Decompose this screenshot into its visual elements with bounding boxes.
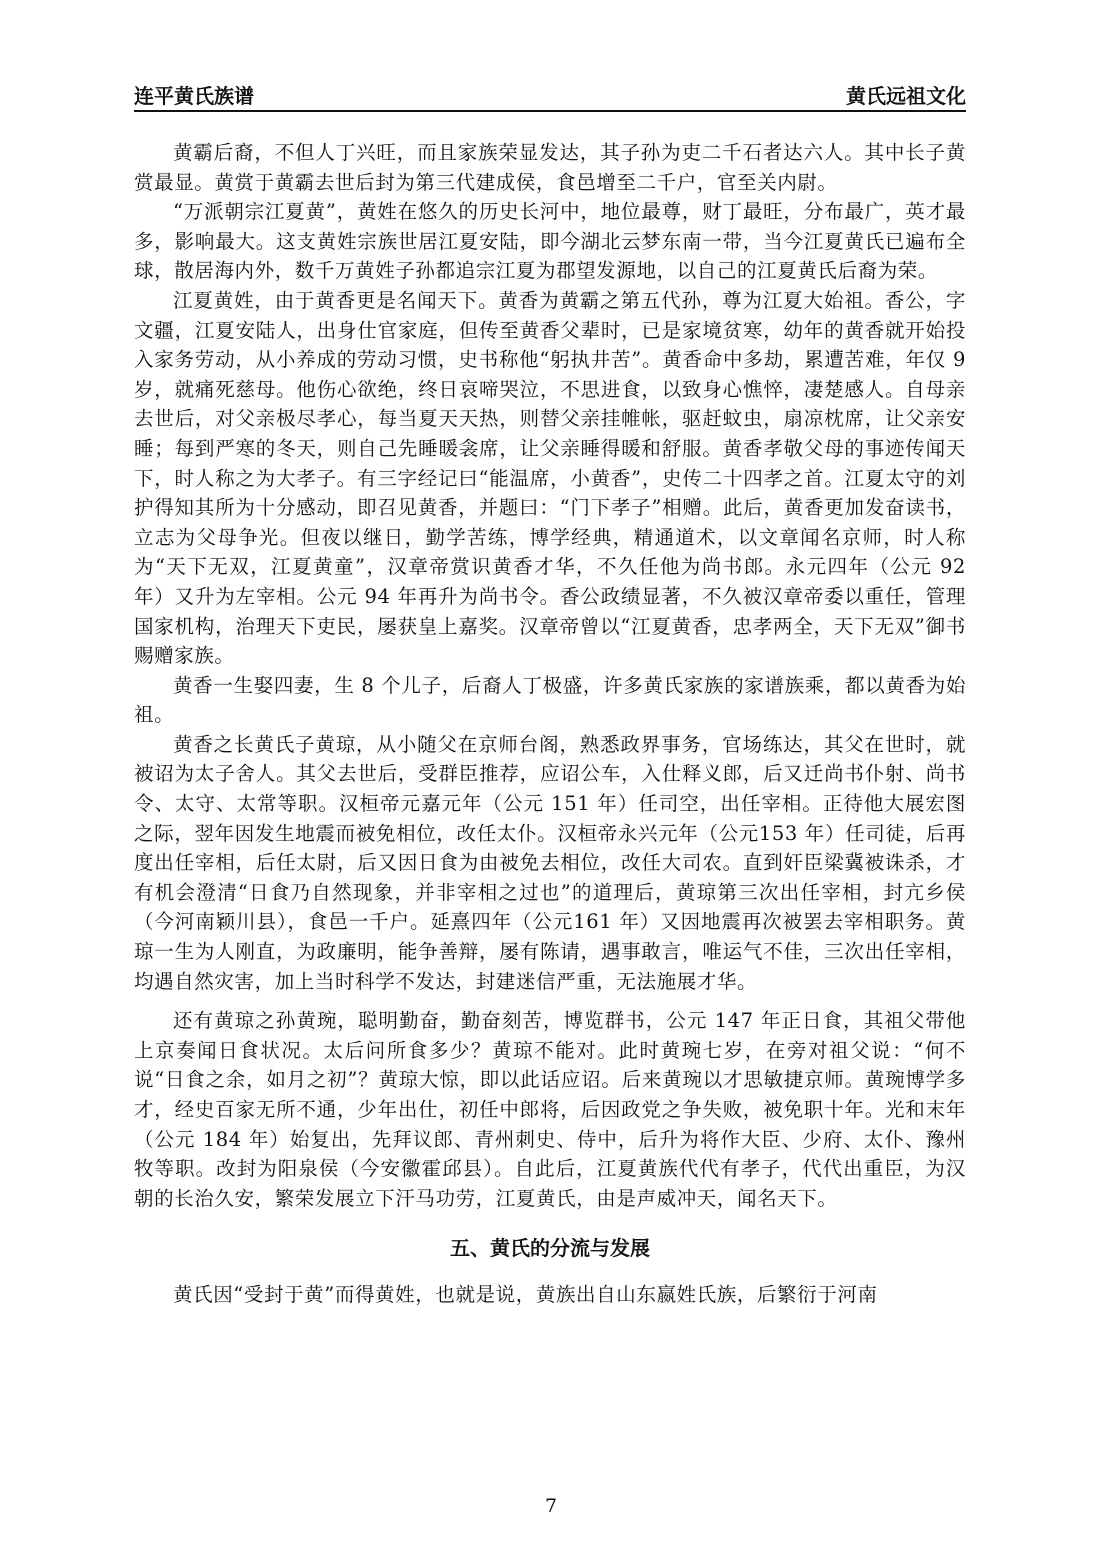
page-body [134,138,966,1310]
page-number: 7 [544,1495,558,1517]
paragraph: 黄氏因“受封于黄”而得黄姓，也就是说，黄族出自山东嬴姓氏族，后繁衍于河南 [173,1283,878,1307]
section-title: 五、黄氏的分流与发展 [450,1236,650,1261]
page-header [134,84,966,112]
paragraph: 黄霸后裔，不但人丁兴旺，而且家族荣显发达，其子孙为吏二千石者达六人。其中长子黄赏最显。黄赏于黄霸去世后封为第三代建成侯，食邑增至二千户，官至关内尉。 [134,141,966,194]
paragraph: 黄香之长黄氏子黄琼，从小随父在京师台阁，熟悉政界事务，官场练达，其父在世时，就被诏为太子舍人。其父去世后，受群臣推荐，应诏公车，入仕释义郎，后又迁尚书仆射、尚书令、太守、太常等职。汉桓帝元嘉元年（公元 151 年）任司空，出任宰相。正待他大展宏图之际，翌年因发生地震而被免相位，改任太仆。汉桓帝永兴元年（公元153 年）任司徒，后再度出任宰相，后任太尉，后又因日食为由被免去相位，改任大司农。直到奸臣梁冀被诛杀，才有机会澄清“日食乃自然现象，并非宰相之过也”的道理后，黄琼第三次出任宰相，封亢乡侯（今河南颖川县），食邑一千户。延熹四年（公元161 年）又因地震再次被罢去宰相职务。黄琼一生为人刚直，为政廉明，能争善辩，屡有陈请，遇事敢言，唯运气不佳，三次出任宰相，均遇自然灾害，加上当时科学不发达，封建迷信严重，无法施展才华。 [134,732,966,993]
header-chapter-title: 黄氏远祖文化 [846,84,966,108]
paragraph: “万派朝宗江夏黄”，黄姓在悠久的历史长河中，地位最尊，财丁最旺，分布最广，英才最多，影响最大。这支黄姓宗族世居江夏安陆，即今湖北云梦东南一带，当今江夏黄氏已遍布全球，散居海内外，数千万黄姓子孙都追宗江夏为郡望发源地，以自己的江夏黄氏后裔为荣。 [134,200,966,283]
paragraph: 黄香一生娶四妻，生 8 个儿子，后裔人丁极盛，许多黄氏家族的家谱族乘，都以黄香为始祖。 [134,673,966,727]
paragraph: 还有黄琼之孙黄琬，聪明勤奋，勤奋刻苦，博览群书，公元 147 年正日食，其祖父带他上京奏闻日食状况。太后问所食多少？黄琼不能对。此时黄琬七岁，在旁对祖父说：“何不说“日食之余，如月之初”？黄琼大惊，即以此话应诏。后来黄琬以才思敏捷京师。黄琬博学多才，经史百家无所不通，少年出仕，初任中郎将，后因政党之争失败，被免职十年。光和末年（公元 184 年）始复出，先拜议郎、青州刺史、侍中，后升为将作大臣、少府、太仆、豫州牧等职。改封为阳泉侯（今安徽霍邱县）。自此后，江夏黄族代代有孝子，代代出重臣，为汉朝的长治久安，繁荣发展立下汗马功劳，江夏黄氏，由是声威冲天，闻名天下。 [134,1009,966,1210]
header-book-title: 连平黄氏族谱 [134,84,254,108]
paragraph: 江夏黄姓，由于黄香更是名闻天下。黄香为黄霸之第五代孙，尊为江夏大始祖。香公，字文疆，江夏安陆人，出身仕官家庭，但传至黄香父辈时，已是家境贫寒，幼年的黄香就开始投入家务劳动，从小养成的劳动习惯，史书称他“躬执井苦”。黄香命中多劫，累遭苦难，年仅 9 岁，就痛死慈母。他伤心欲绝，终日哀啼哭泣，不思进食，以致身心憔悴，凄楚感人。自母亲去世后，对父亲极尽孝心，每当夏天天热，则替父亲挂帷帐，驱赶蚊虫，扇凉枕席，让父亲安睡；每到严寒的冬天，则自己先睡暖衾席，让父亲睡得暖和舒服。黄香孝敬父母的事迹传闻天下，时人称之为大孝子。有三字经记曰“能温席，小黄香”，史传二十四孝之首。江夏太守的刘护得知其所为十分感动，即召见黄香，并题曰：“门下孝子”相赠。此后，黄香更加发奋读书，立志为父母争光。但夜以继日，勤学苦练，博学经典，精通道术，以文章闻名京师，时人称为“天下无双，江夏黄童”，汉章帝赏识黄香才华，不久任他为尚书郎。永元四年（公元 92 年）又升为左宰相。公元 94 年再升为尚书令。香公政绩显著，不久被汉章帝委以重任，管理国家机构，治理天下吏民，屡获皇上嘉奖。汉章帝曾以“江夏黄香，忠孝两全，天下无双”御书赐赠家族。 [134,288,966,668]
